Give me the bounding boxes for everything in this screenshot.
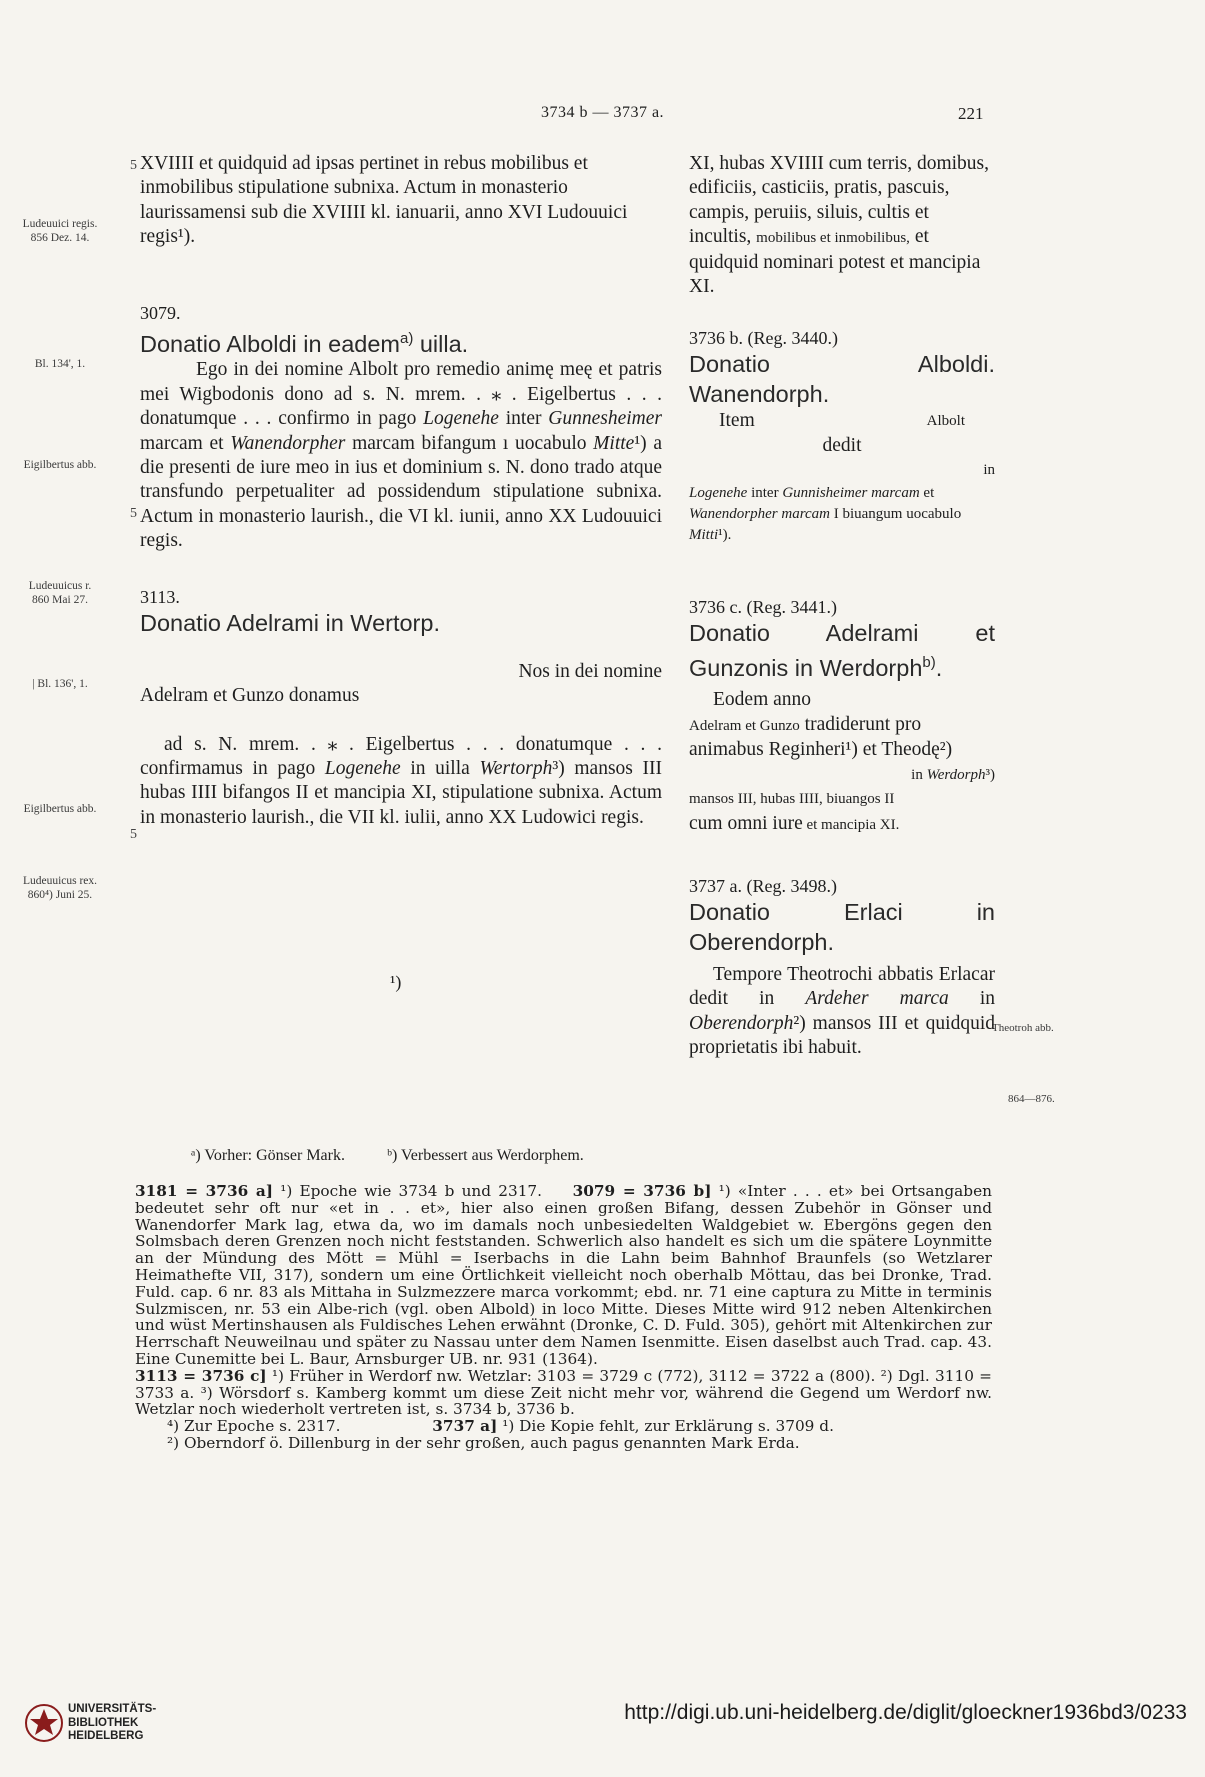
page-number: 221 — [958, 104, 984, 123]
charter-names-3113: Adelram et Gunzo donamus — [140, 685, 360, 707]
charter-number-3736b: 3736 b. (Reg. 3440.) — [689, 328, 838, 349]
line-number: 5 — [130, 827, 137, 842]
charter-line-3736c: cum omni iure et mancipia XI. — [689, 812, 900, 834]
left-column — [140, 152, 662, 830]
margin-note-abbot-2: Eigilbertus abb. — [23, 803, 97, 815]
line-number: 5 — [130, 158, 137, 173]
charter-text-3113: ad s. N. mrem. . ⁎ . Eigelbertus . . . donatumque . . . confirmamus in pago Logenehe in uilla Wertorph³) mansos III hubas IIII bifangos II et mancipia XI, stipulatione subnixa. Actum in monasterio laurish., die VII kl. iulii, anno XX Ludowici regis. — [140, 733, 663, 828]
charter-line-3736b: Item Albolt — [719, 410, 965, 432]
charter-line-3736b: in — [983, 462, 995, 479]
text-apparatus — [191, 1147, 622, 1165]
margin-note-folio-1: Bl. 134', 1. — [34, 358, 86, 370]
margin-note-abbot-3: Theotroh abb. — [992, 1022, 1054, 1034]
library-name: UNIVERSITÄTS- BIBLIOTHEK HEIDELBERG — [68, 1703, 157, 1742]
stray-footnote-mark: ¹) — [390, 972, 402, 992]
source-url-link[interactable]: http://digi.ub.uni-heidelberg.de/diglit/gloeckner1936bd3/0233 — [624, 1701, 1187, 1724]
charter-number-3079: 3079. — [140, 302, 181, 323]
margin-note-date-1: Ludeuuici regis. 856 Dez. 14. — [22, 218, 98, 244]
note-3181: 3181 = 3736 a] ¹) Epoche wie 3734 b und 2317. 3079 = 3736 b] ¹) «Inter . . . et» bei Ortsangaben bedeutet sehr oft nur «et in . . et», hier also einen großen Bifang, dessen Zubehör in Gönser und Wanendorfer Mark lag, etwa da, wo im damals noch unbesiedelten Waldgebiet w. Ebergöns gegen den Solmsbach deren Grenzen noch nicht feststanden. Schwerlich also handelt es sich um die spätere Loynmitte an der Mündung des Mött = Mühl = Iserbachs in die Lahn beim Bahnhof Braunfels (so Wetzlarer Heimathefte VII, 317), sondern um eine Örtlichkeit vielleicht noch oberhalb Möttau, das bei Dronke, Trad. Fuld. cap. 6 nr. 83 als Mittaha in Sulzmezzere marca vorkommt; ebd. nr. 71 eine captura zu Mitte in terminis Sulzmiscen, nr. 53 ein Albe-rich (vgl. oben Albold) in loco Mitte. Dieses Mitte wird 912 neben Altenkirchen und wüst Mertinshausen als Fuldisches Lehen erwähnt (Dronke, C. D. Fuld. 305), gehört mit Altenkirchen zur Herrschaft Neuweilnau und später zu Nassau unter dem Namen Isenmitte. Eisen daselbst auch Trad. cap. 43. Eine Cunemitte bei L. Baur, Arnsburger UB. nr. 931 (1364). — [135, 1182, 992, 1368]
charter-line-3736c: in Werdorph³) — [911, 766, 995, 783]
charter-number-3737a: 3737 a. (Reg. 3498.) — [689, 875, 837, 896]
charter-title-3736b: Donatio Alboldi. Wanendorph. — [689, 351, 995, 408]
charter-text-3737a: Tempore Theotrochi abbatis Erlacar dedit in Ardeher marca in Oberendorph²) mansos III et quidquid proprietatis ibi habuit. — [689, 963, 995, 1059]
commentary-notes — [135, 1183, 992, 1452]
charter-line-3736c: Eodem anno — [713, 689, 812, 711]
charter-line-3736c: mansos III, hubas IIII, biuangos II — [689, 791, 895, 808]
running-head: 3734 b — 3737 a. — [540, 104, 665, 121]
note-oberndorf: ²) Oberndorf ö. Dillenburg in der sehr großen, auch pagus genannten Mark Erda. — [167, 1433, 800, 1452]
charter-title-3079: Donatio Alboldi in eadem$^{a)}$ uilla. — [140, 329, 469, 357]
line-number: 5 — [130, 506, 137, 521]
margin-note-date-2: Ludeuuicus r. 860 Mai 27. — [28, 580, 92, 606]
charter-line-3736b: dedit — [822, 434, 862, 456]
charter-number-3113: 3113. — [140, 586, 180, 607]
library-seal-icon — [24, 1703, 64, 1743]
charter-text-3079: Ego in dei nomine Albolt pro remedio animę meę et patris mei Wigbodonis dono ad s. N. mrem. . ⁎ . Eigelbertus . . . donatumque . . . confirmo in pago Logenehe inter Gunnesheimer marcam et Wanendorpher marcam bifangum ı uocabulo Mitte¹) a die presenti de iure meo in ius et dominium s. N. dono trado atque transfundo perpetualiter ad possidendum stipulatione subnixa. Actum in monasterio laurish., die VI kl. iunii, anno XX Ludouuici regis. — [140, 359, 662, 552]
right-column — [689, 152, 995, 1061]
charter-continuation: XVIIII et quidquid ad ipsas pertinet in rebus mobilibus et inmobilibus stipulatione subnixa. Actum in monasterio laurissamensi sub die XVIIII kl. ianuarii, anno XVI Ludouuici regis¹). — [140, 153, 628, 248]
note-3113: 3113 = 3736 c] ¹) Früher in Werdorf nw. Wetzlar: 3103 = 3729 c (772), 3112 = 3722 a (800). ²) Dgl. 3110 = 3733 a. ³) Wörsdorf s. Kamberg kommt um diese Zeit nicht mehr vor, während die Gegend um Werdorf nw. Wetzlar noch wiederholt vertreten ist, s. 3734 b, 3736 b. — [135, 1366, 993, 1419]
margin-note-abbot-1: Eigilbertus abb. — [23, 459, 97, 471]
charter-continuation-right: XI, hubas XVIIII cum terris, domibus, edificiis, casticiis, pratis, pascuis, campis, peruiis, siluis, cultis et incultis, mobilibus et inmobilibus, et quidquid nominari potest et mancipia XI. — [689, 153, 990, 298]
margin-note-date-3: Ludeuuicus rex. 860⁴) Juni 25. — [22, 875, 98, 901]
charter-opening-3113: Nos in dei nomine — [518, 660, 662, 682]
note-epoch: ⁴) Zur Epoche s. 2317. 3737 a] ¹) Die Kopie fehlt, zur Erklärung s. 3709 d. — [167, 1417, 834, 1436]
charter-title-3736c: Donatio Adelrami et Gunzonis in Werdorph$^{b)}$. — [689, 619, 995, 681]
charter-title-3113: Donatio Adelrami in Wertorp. — [140, 609, 440, 636]
charter-text-3736b: Logenehe inter Gunnisheimer marcam et Wanendorpher marcam I biuangum uocabulo Mitti¹). — [689, 484, 962, 543]
library-logo[interactable] — [24, 1703, 157, 1748]
margin-note-folio-2: | Bl. 136', 1. — [32, 678, 88, 690]
margin-note-date-4: 864—876. — [1008, 1093, 1055, 1105]
apparatus-note-a: ᵃ) Vorher: Gönser Mark. — [191, 1147, 345, 1164]
charter-title-3737a: Donatio Erlaci in Oberendorph. — [689, 898, 995, 955]
charter-line-3736c: Adelram et Gunzo tradiderunt pro animabus Reginheri¹) et Theodę²) — [689, 713, 953, 761]
apparatus-note-b: ᵇ) Verbessert aus Werdorphem. — [386, 1147, 584, 1164]
charter-number-3736c: 3736 c. (Reg. 3441.) — [689, 596, 837, 617]
